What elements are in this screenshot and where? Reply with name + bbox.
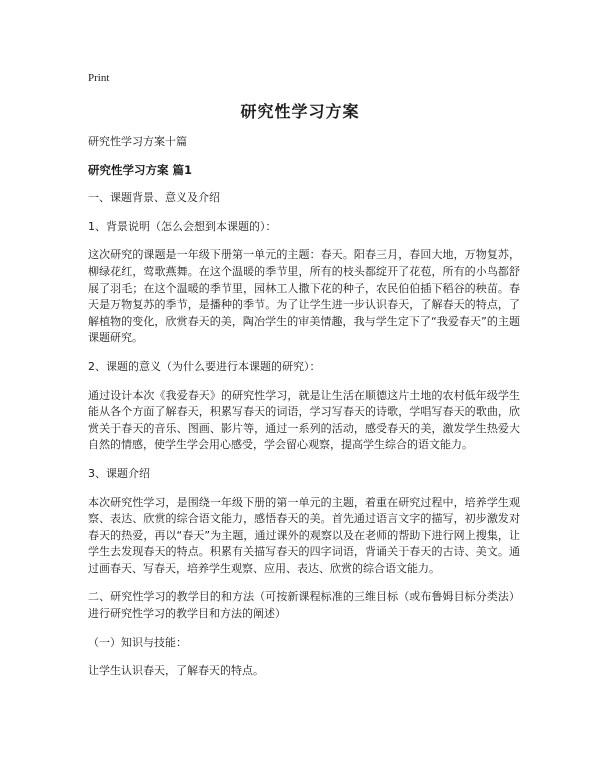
subsection-2-heading: 2、课题的意义（为什么要进行本课题的研究）： [88, 359, 321, 373]
document-title: 研究性学习方案 [240, 102, 360, 121]
section-1-heading: 一、课题背景、意义及介绍 [88, 191, 220, 205]
knowledge-skills-body: 让学生认识春天，了解春天的特点。 [88, 664, 264, 678]
section-2-heading: 二、研究性学习的教学目的和方法（可按新课程标准的三维目标（或布鲁姆目标分类法）进行研究性学习的教学目和方法的阐述） [88, 590, 520, 621]
subsection-2-body: 通过设计本次《我爱春天》的研究性学习，就是让生活在顺德这片土地的农村低年级学生能从各个方面了解春天，积累写春天的词语，学习写春天的诗歌，学唱写春天的歌曲，欣赏关于春天的音乐、图画、影片等，通过一系列的活动，感受春天的美，激发学生热爱大自然的情感，使学生学会用心感受，学会留心观察，提高学生综合的语文能力。 [88, 388, 520, 452]
knowledge-skills-heading: （一）知识与技能： [88, 635, 187, 649]
subsection-3-body: 本次研究性学习，是围绕一年级下册的第一单元的主题，着重在研究过程中，培养学生观察、表达、欣赏的综合语文能力，感悟春天的美。首先通过语言文字的描写，初步激发对春天的热爱，再以“春天”为主题，通过课外的观察以及在老师的帮助下进行网上搜集，让学生去发现春天的特点。积累有关描写春天的四字词语，背诵关于春天的古诗、美文。通过画春天、写春天，培养学生观察、应用、表达、欣赏的综合语文能力。 [88, 495, 520, 575]
subsection-1-heading: 1、背景说明（怎么会想到本课题的）： [88, 219, 277, 233]
document-subtitle: 研究性学习方案十篇 [88, 135, 187, 148]
article-heading: 研究性学习方案 篇1 [88, 162, 193, 177]
document-body [88, 134, 520, 692]
subsection-3-heading: 3、课题介绍 [88, 466, 150, 480]
print-label: Print [88, 72, 110, 84]
subsection-1-body: 这次研究的课题是一年级下册第一单元的主题：春天。阳春三月，春回大地，万物复苏，柳绿花红，莺歌燕舞。在这个温暖的季节里，所有的枝头都绽开了花苞，所有的小鸟都舒展了羽毛；在这个温暖的季节里，园林工人撒下花的种子，农民伯伯插下稻谷的秧苗。春天是万物复苏的季节，是播种的季节。为了让学生进一步认识春天，了解春天的特点，了解植物的变化，欣赏春天的美，陶冶学生的审美情趣，我与学生定下了“我爱春天”的主题课题研究。 [88, 248, 520, 345]
